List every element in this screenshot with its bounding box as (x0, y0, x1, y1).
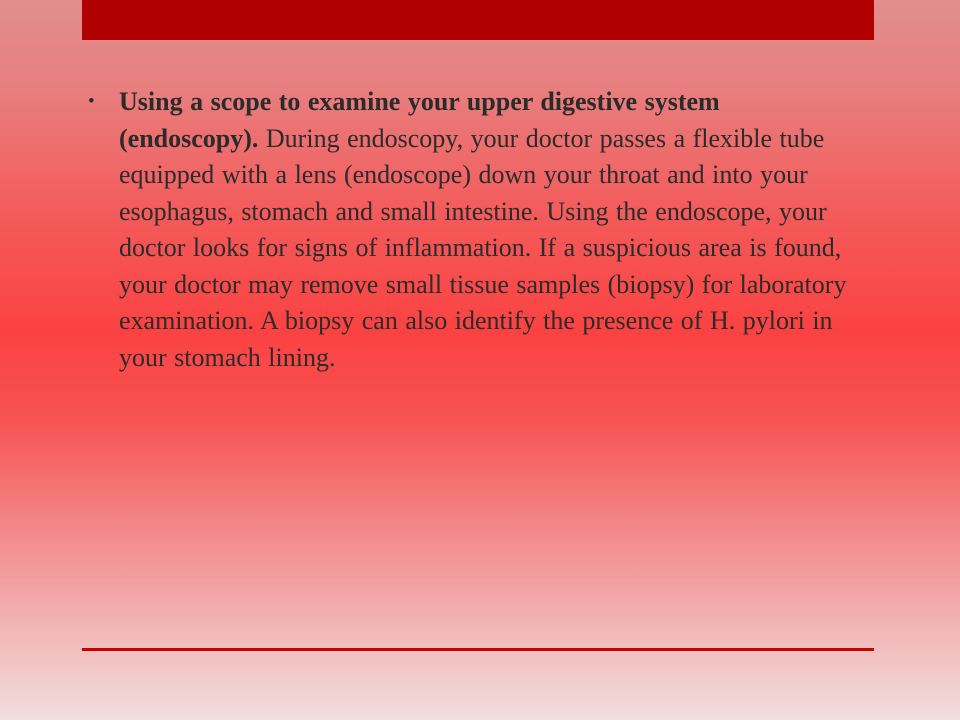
bullet-paragraph (119, 84, 848, 376)
bottom-divider (82, 648, 874, 651)
bullet-marker: • (88, 91, 95, 112)
bullet-body-text: During endoscopy, your doctor passes a flexible tube equipped with a lens (endoscope) down your throat and into your esophagus, stomach and small intestine. Using the endoscope, your doctor looks for signs of inflammation. If a suspicious area is found, your doctor may remove small tissue samples (biopsy) for laboratory examination. A biopsy can also identify the presence of H. pylori in your stomach lining. (119, 123, 847, 372)
bullet-item (88, 84, 848, 376)
top-accent-bar (82, 0, 874, 40)
slide-content (88, 84, 848, 376)
bullet-lead-text: Using a scope to examine your upper digestive system (endoscopy). (119, 87, 720, 153)
